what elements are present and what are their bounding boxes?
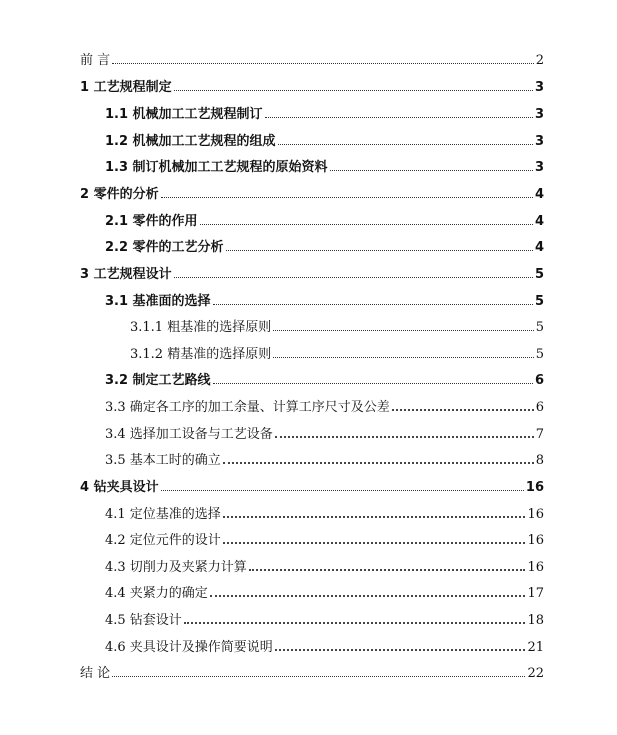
toc-entry-label: 4.4 夹紧力的确定 (105, 586, 208, 601)
toc-entry-1-2[interactable] (105, 134, 544, 150)
dot-leader (249, 568, 526, 571)
dot-leader (174, 89, 533, 91)
toc-entry-page: 3 (534, 107, 544, 122)
toc-entry-4-2[interactable] (105, 533, 544, 549)
toc-entry-page: 16 (527, 560, 544, 575)
dot-leader (226, 249, 533, 251)
dot-leader (161, 196, 533, 198)
dot-leader (223, 461, 534, 464)
toc-entry-page: 6 (534, 373, 544, 388)
toc-entry-page: 16 (527, 533, 544, 548)
toc-entry-3-3[interactable] (105, 400, 544, 416)
toc-entry-4-4[interactable] (105, 586, 544, 602)
dot-leader (273, 356, 534, 358)
toc-entry-label: 4 钻夹具设计 (80, 480, 159, 495)
toc-entry-label: 2.2 零件的工艺分析 (105, 240, 224, 255)
dot-leader (174, 276, 533, 278)
toc-entry-1-3[interactable] (105, 160, 544, 176)
toc-entry-page: 18 (527, 613, 544, 628)
toc-entry-3-1-2[interactable] (130, 347, 544, 363)
toc-entry-page: 2 (535, 53, 544, 68)
dot-leader (265, 116, 533, 118)
toc-entry-page: 8 (535, 453, 544, 468)
toc-entry-label: 前 言 (80, 53, 111, 68)
toc-entry-label: 结 论 (80, 666, 111, 681)
toc-entry-preface[interactable] (80, 53, 544, 69)
toc-entry-label: 3.1 基准面的选择 (105, 294, 211, 309)
toc-entry-page: 22 (527, 666, 544, 681)
toc-entry-label: 3.3 确定各工序的加工余量、计算工序尺寸及公差 (105, 400, 390, 415)
toc-entry-3-2[interactable] (105, 373, 544, 389)
toc-entry-2-2[interactable] (105, 240, 544, 256)
dot-leader (112, 675, 525, 677)
toc-entry-label: 3.1.1 粗基准的选择原则 (130, 320, 272, 335)
dot-leader (213, 382, 533, 384)
dot-leader (275, 648, 526, 651)
toc-entry-3-1-1[interactable] (130, 320, 544, 336)
toc-entry-1-1[interactable] (105, 107, 544, 123)
toc-entry-3-1[interactable] (105, 294, 544, 310)
dot-leader (184, 621, 526, 624)
toc-entry-page: 21 (527, 640, 544, 655)
toc-entry-label: 4.6 夹具设计及操作简要说明 (105, 640, 273, 655)
toc-entry-page: 6 (535, 400, 544, 415)
dot-leader (273, 329, 534, 331)
toc-entry-page: 4 (534, 187, 544, 202)
toc-entry-chapter-3[interactable] (80, 267, 544, 283)
toc-entry-label: 3.2 制定工艺路线 (105, 373, 211, 388)
toc-entry-page: 4 (534, 214, 544, 229)
dot-leader (210, 594, 526, 597)
toc-entry-3-4[interactable] (105, 427, 544, 443)
toc-entry-page: 3 (534, 160, 544, 175)
toc-entry-4-1[interactable] (105, 507, 544, 523)
dot-leader (330, 169, 533, 171)
dot-leader (223, 541, 526, 544)
dot-leader (223, 515, 526, 518)
dot-leader (278, 143, 533, 145)
toc-entry-label: 2 零件的分析 (80, 187, 159, 202)
toc-entry-label: 1 工艺规程制定 (80, 80, 172, 95)
dot-leader (213, 303, 533, 305)
toc-entry-page: 4 (534, 240, 544, 255)
toc-entry-2-1[interactable] (105, 214, 544, 230)
toc-entry-conclusion[interactable] (80, 666, 544, 682)
toc-entry-label: 4.3 切削力及夹紧力计算 (105, 560, 247, 575)
toc-entry-label: 3.5 基本工时的确立 (105, 453, 221, 468)
toc-entry-label: 1.1 机械加工工艺规程制订 (105, 107, 263, 122)
toc-entry-label: 2.1 零件的作用 (105, 214, 198, 229)
toc-entry-page: 3 (534, 134, 544, 149)
toc-entry-label: 4.1 定位基准的选择 (105, 507, 221, 522)
toc-entry-chapter-1[interactable] (80, 80, 544, 96)
toc-entry-label: 4.2 定位元件的设计 (105, 533, 221, 548)
dot-leader (200, 223, 533, 225)
toc-entry-label: 4.5 钻套设计 (105, 613, 182, 628)
toc-entry-page: 5 (534, 267, 544, 282)
toc-entry-label: 1.3 制订机械加工工艺规程的原始资料 (105, 160, 328, 175)
toc-entry-page: 16 (527, 507, 544, 522)
toc-entry-label: 3 工艺规程设计 (80, 267, 172, 282)
toc-entry-page: 17 (527, 586, 544, 601)
toc-entry-label: 3.4 选择加工设备与工艺设备 (105, 427, 273, 442)
toc-entry-page: 5 (534, 294, 544, 309)
toc-entry-4-6[interactable] (105, 640, 544, 656)
toc-entry-page: 7 (535, 427, 544, 442)
toc-entry-label: 1.2 机械加工工艺规程的组成 (105, 134, 276, 149)
toc-entry-4-3[interactable] (105, 560, 544, 576)
toc-entry-chapter-2[interactable] (80, 187, 544, 203)
toc-entry-page: 5 (535, 347, 544, 362)
toc-entry-page: 16 (525, 480, 544, 495)
toc-entry-3-5[interactable] (105, 453, 544, 469)
dot-leader (275, 435, 534, 438)
toc-entry-chapter-4[interactable] (80, 480, 544, 496)
toc-entry-page: 3 (534, 80, 544, 95)
dot-leader (392, 408, 534, 411)
dot-leader (161, 489, 524, 491)
dot-leader (112, 62, 534, 64)
toc-entry-page: 5 (535, 320, 544, 335)
toc-entry-label: 3.1.2 精基准的选择原则 (130, 347, 272, 362)
toc-entry-4-5[interactable] (105, 613, 544, 629)
